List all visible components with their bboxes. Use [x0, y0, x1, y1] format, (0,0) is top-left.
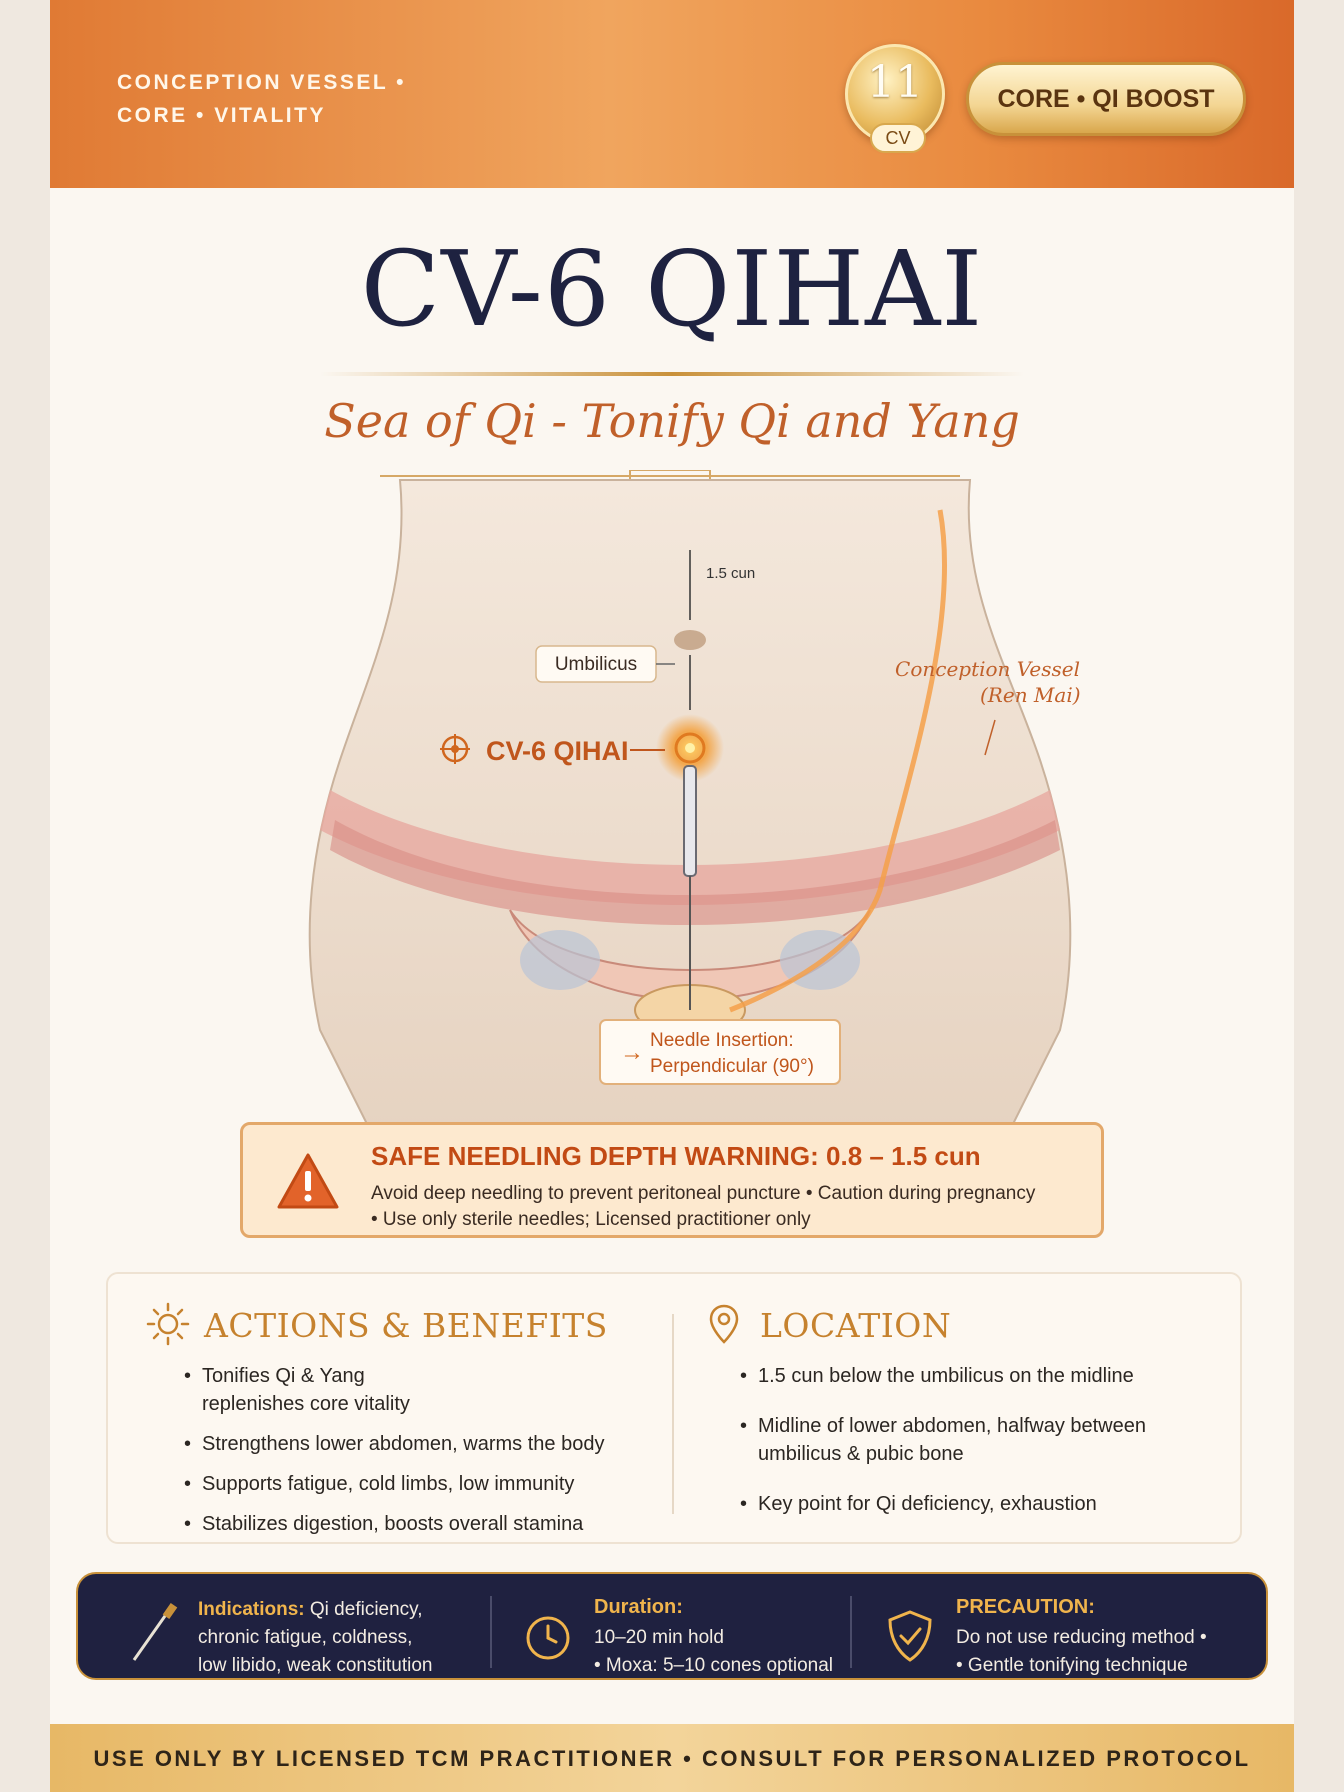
list-item: • Strengthens lower abdomen, warms the body	[184, 1430, 604, 1458]
vessel-label-line-1: Conception Vessel	[895, 657, 1080, 681]
duration-line-1: 10–20 min hold	[594, 1627, 724, 1648]
list-item: • Key point for Qi deficiency, exhaustion	[740, 1490, 1146, 1518]
needle-label-line-1: Needle Insertion:	[650, 1030, 794, 1051]
band-divider-2	[850, 1596, 852, 1668]
page-margin-right	[1294, 0, 1344, 1792]
umbilicus-label: Umbilicus	[554, 654, 638, 675]
warning-line-1: Avoid deep needling to prevent peritoneal puncture • Caution during pregnancy	[371, 1183, 1036, 1204]
precaution-heading: PRECAUTION:	[956, 1596, 1095, 1618]
clinical-info-band	[76, 1572, 1268, 1680]
svg-text:→: →	[620, 1039, 644, 1066]
kicker-line-1: CONCEPTION VESSEL •	[117, 71, 407, 94]
precaution-column	[858, 1574, 1258, 1678]
indications-column	[78, 1574, 478, 1678]
footer-band	[50, 1724, 1294, 1792]
location-item-2-line-1: • Midline of lower abdomen, halfway between	[758, 1415, 1146, 1437]
indications-line-1: Qi deficiency,	[304, 1599, 423, 1620]
sun-icon	[146, 1302, 190, 1346]
indications-line-3: low libido, weak constitution	[198, 1655, 433, 1676]
category-badge: CORE • QI BOOST	[966, 62, 1246, 136]
needle-icon	[128, 1602, 180, 1662]
list-item	[740, 1412, 1146, 1468]
action-item-1-line-1: • Tonifies Qi & Yang	[202, 1365, 365, 1387]
needling-warning-box	[240, 1122, 1104, 1238]
indications-text	[198, 1596, 478, 1680]
shield-check-icon	[884, 1606, 936, 1666]
clock-icon	[522, 1608, 574, 1668]
medallion-tag: CV	[870, 123, 926, 153]
footer-text: USE ONLY BY LICENSED TCM PRACTITIONER • CONSULT FOR PERSONALIZED PROTOCOL	[93, 1746, 1251, 1771]
indications-heading: Indications:	[198, 1599, 305, 1620]
location-pin-icon	[702, 1302, 746, 1346]
actions-heading: ACTIONS & BENEFITS	[204, 1306, 608, 1345]
column-divider	[672, 1314, 674, 1514]
duration-column	[498, 1574, 838, 1678]
list-item: • Stabilizes digestion, boosts overall stamina	[184, 1510, 604, 1538]
precaution-line-2: • Gentle tonifying technique	[956, 1655, 1188, 1676]
info-card	[106, 1272, 1242, 1544]
medallion-number: 11	[867, 57, 923, 108]
list-item	[184, 1362, 604, 1418]
duration-text	[594, 1624, 844, 1680]
warning-line-2: • Use only sterile needles; Licensed practitioner only	[371, 1209, 811, 1230]
page-title: CV-6 QIHAI	[360, 228, 984, 350]
umbilicus-mark	[674, 630, 706, 650]
page-subtitle: Sea of Qi - Tonify Qi and Yang	[324, 394, 1020, 448]
page-margin-left	[0, 0, 50, 1792]
duration-line-2: • Moxa: 5–10 cones optional	[594, 1655, 834, 1676]
actions-list	[184, 1362, 604, 1550]
measure-label: 1.5 cun	[706, 565, 756, 582]
list-item: • Supports fatigue, cold limbs, low immunity	[184, 1470, 604, 1498]
needle-label-line-2: Perpendicular (90°)	[650, 1056, 814, 1077]
band-divider-1	[490, 1596, 492, 1668]
point-number-medallion	[845, 44, 945, 148]
precaution-line-1: Do not use reducing method •	[956, 1627, 1207, 1648]
warning-title: SAFE NEEDLING DEPTH WARNING: 0.8 – 1.5 cun	[371, 1141, 981, 1171]
header-band	[50, 0, 1294, 188]
location-section	[702, 1274, 1222, 1542]
action-item-1-line-2: replenishes core vitality	[202, 1393, 410, 1415]
indications-line-2: chronic fatigue, coldness,	[198, 1627, 413, 1648]
kicker-line-2: CORE • VITALITY	[117, 104, 326, 127]
abdomen-illustration	[260, 470, 1120, 1150]
warning-body	[371, 1181, 1091, 1233]
vessel-label-line-2: (Ren Mai)	[980, 683, 1081, 707]
location-list	[740, 1362, 1146, 1540]
location-item-2-line-2: umbilicus & pubic bone	[758, 1443, 964, 1465]
acupuncture-needle	[684, 766, 696, 876]
precaution-text	[956, 1624, 1246, 1680]
duration-heading: Duration:	[594, 1596, 683, 1618]
poster	[50, 0, 1294, 1792]
header-kicker	[117, 66, 406, 132]
acupoint-label: CV-6 QIHAI	[486, 736, 629, 766]
warning-icon	[275, 1151, 341, 1213]
title-divider	[320, 372, 1024, 376]
list-item: • 1.5 cun below the umbilicus on the midline	[740, 1362, 1146, 1390]
intestine-left	[520, 930, 600, 990]
actions-section	[146, 1274, 666, 1542]
location-heading: LOCATION	[760, 1306, 952, 1345]
